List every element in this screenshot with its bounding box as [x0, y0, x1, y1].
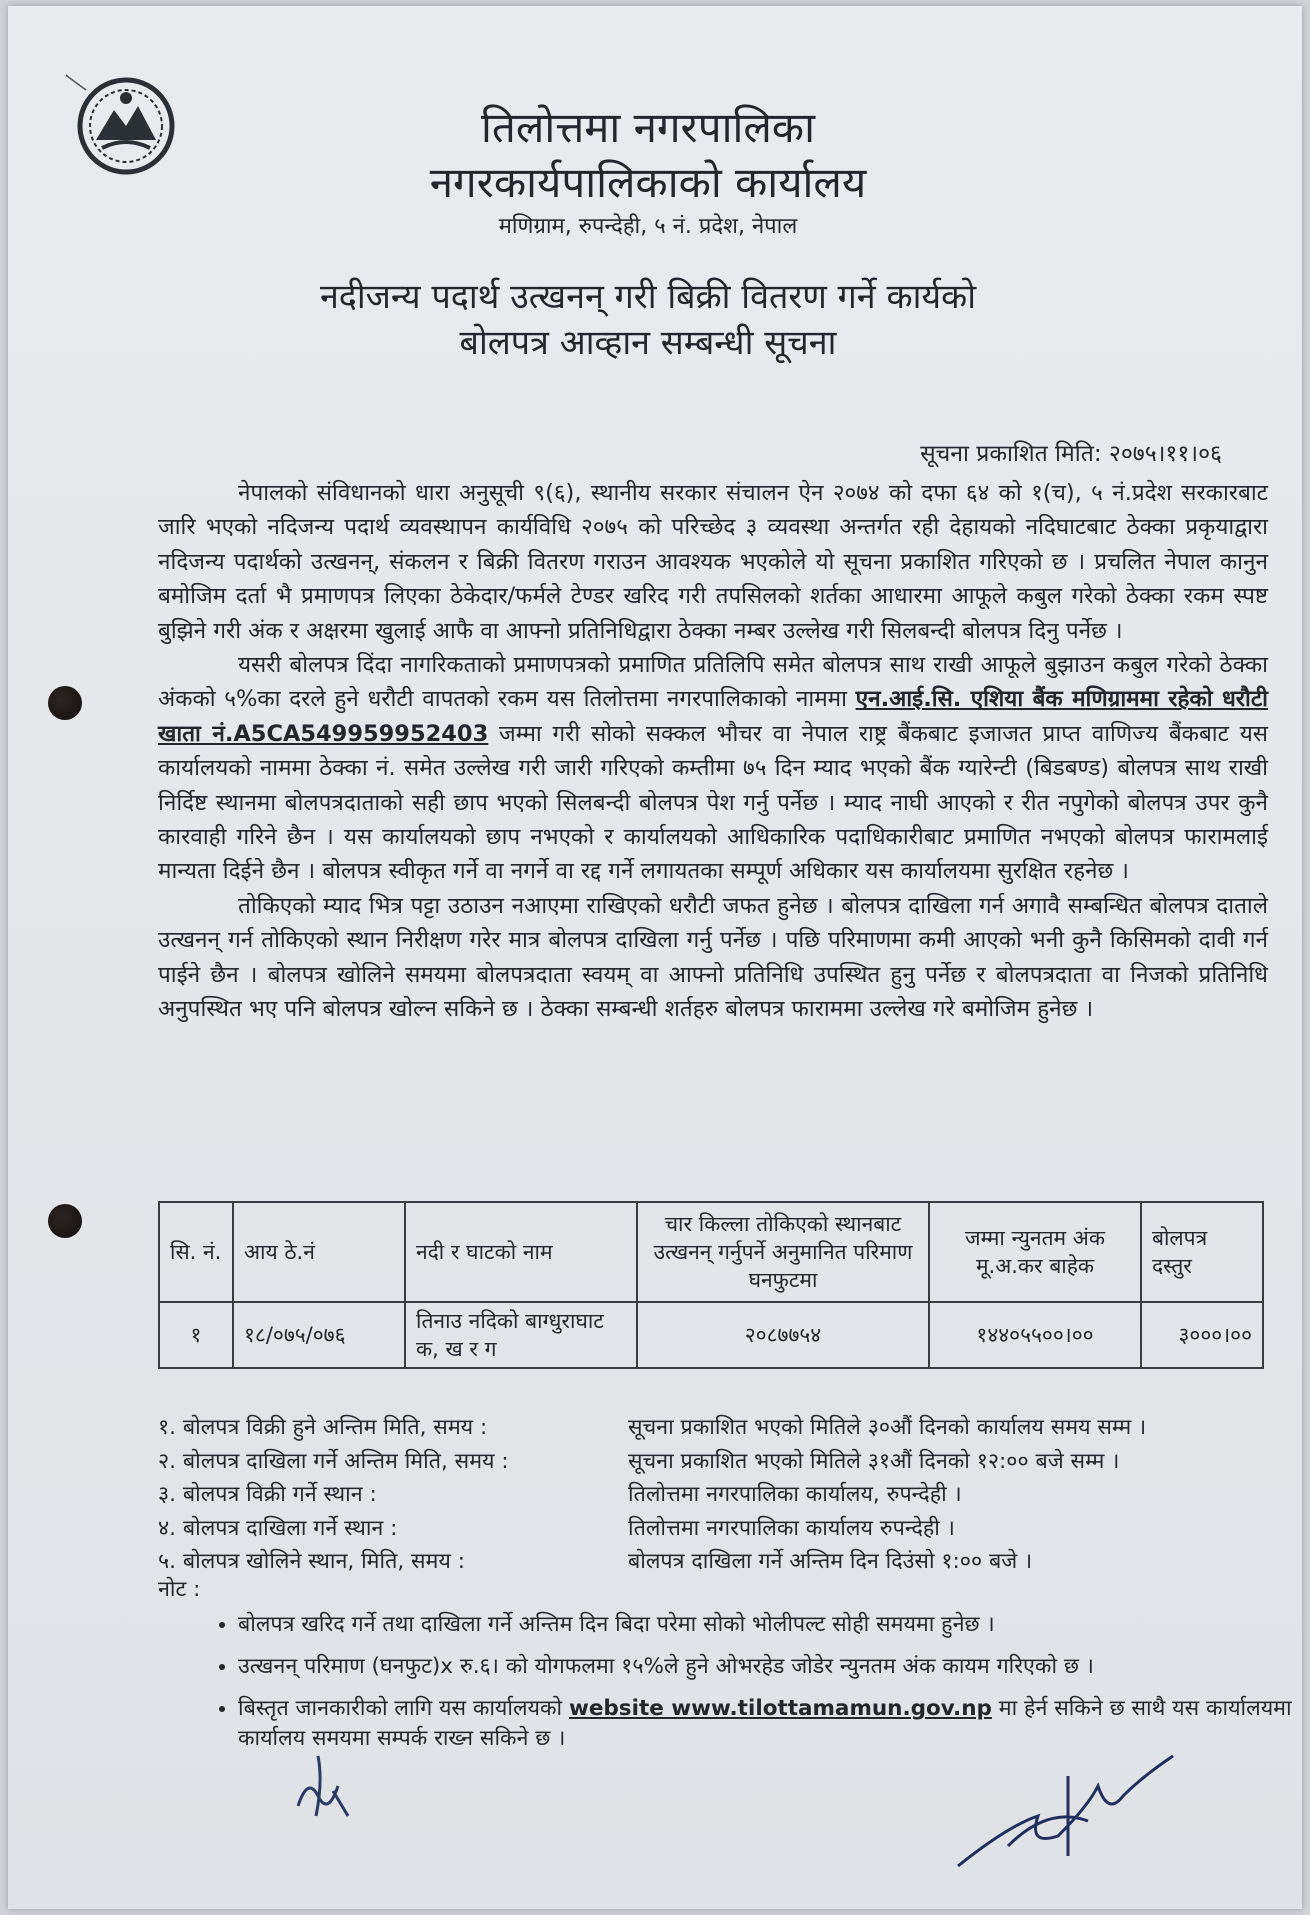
detail-label: ३. बोलपत्र विक्री गर्ने स्थान : [158, 1482, 377, 1507]
tender-details [158, 1412, 1268, 1580]
table-header-row [159, 1202, 1263, 1302]
paragraph: तोकिएको म्याद भित्र पट्टा उठाउन नआएमा राखिएको धरौटी जफत हुनेछ । बोलपत्र दाखिला गर्न अगावै सम्बन्धित बोलपत्र दाताले उत्खनन् गर्न तोकिएको स्थान निरीक्षण गरेर मात्र बोलपत्र दाखिला गर्नु पर्नेछ । पछि परिमाणमा कमी आएको भनी कुनै किसिमको दावी गर्न पाईने छैन । बोलपत्र खोलिने समयमा बोलपत्रदाता स्वयम् वा आफ्नो प्रतिनिधि उपस्थित हुनु पर्नेछ र बोलपत्रदाता वा निजको प्रतिनिधि अनुपस्थित भए पनि बोलपत्र खोल्न सकिने छ । ठेक्का सम्बन्धी शर्तहरु बोलपत्र फाराममा उल्लेख गरे बमोजिम हुनेछ । [158, 892, 1268, 1023]
detail-value: तिलोत्तमा नगरपालिका कार्यालय रुपन्देही । [628, 1515, 955, 1541]
org-name: तिलोत्तमा नगरपालिका [481, 103, 815, 152]
detail-row [158, 1446, 1268, 1480]
notice-sheet [8, 6, 1302, 1909]
paragraph: नेपालको संविधानको धारा अनुसूची ९(६), स्थानीय सरकार संचालन ऐन २०७४ को दफा ६४ को १(च), ५ नं.प्रदेश सरकारबाट जारि भएको नदिजन्य पदार्थ व्यवस्थापन कार्यविधि २०७५ को परिच्छेद ३ व्यवस्था अन्तर्गत रही देहायको नदिघाटबाट ठेक्का प्रकृयाद्वारा नदिजन्य पदार्थको उत्खनन्, संकलन र बिक्री वितरण गराउन आवश्यक भएकोले यो सूचना प्रकाशित गरिएको छ । प्रचलित नेपाल कानुन बमोजिम दर्ता भै प्रमाणपत्र लिएका ठेकेदार/फर्मले टेण्डर खरिद गरी तपसिलको शर्तका आधारमा आफूले कबुल गरेको ठेक्का रकम स्पष्ट बुझिने गरी अंक र अक्षरमा खुलाई आफै वा आफ्नो प्रतिनिधिद्वारा ठेक्का नम्बर उल्लेख गरी सिलबन्दी बोलपत्र दिनु पर्नेछ । [158, 480, 1268, 644]
paragraph [158, 648, 1268, 889]
cell-fee: ३०००।०० [1141, 1302, 1263, 1368]
table-row [159, 1302, 1263, 1368]
detail-row [158, 1546, 1268, 1580]
detail-value: तिलोत्तमा नगरपालिका कार्यालय, रुपन्देही । [628, 1482, 962, 1507]
tender-table [158, 1201, 1264, 1369]
office-name: नगरकार्यपालिकाको कार्यालय [429, 158, 867, 207]
cell-volume: २०८७७५४ [637, 1302, 929, 1368]
detail-row [158, 1412, 1268, 1446]
paragraph-text: यसरी बोलपत्र दिंदा नागरिकताको प्रमाणपत्रको प्रमाणित प्रतिलिपि समेत बोलपत्र साथ राखी आफूले बुझाउन कबुल गरेको ठेक्का अंकको ५%का दरले हुने धरौटी वापतको रकम यस तिलोत्तमा नगरपालिकाको नाममा [158, 652, 1268, 713]
detail-label: १. बोलपत्र विक्री हुने अन्तिम मिति, समय : [158, 1415, 488, 1440]
header-min-amount: जम्मा न्युनतम अंक मू.अ.कर बाहेक [929, 1202, 1141, 1302]
detail-value: सूचना प्रकाशित भएको मितिले ३१औं दिनको १२:०० बजे सम्म । [628, 1448, 1120, 1474]
published-date: सूचना प्रकाशित मिति: २०७५।११।०६ [920, 441, 1222, 467]
header-river: नदी र घाटको नाम [405, 1202, 637, 1302]
detail-label: ४. बोलपत्र दाखिला गर्ने स्थान : [158, 1515, 398, 1541]
header-code: आय ठे.नं [233, 1202, 405, 1302]
cell-code: १८/०७५/०७६ [233, 1302, 405, 1368]
office-address: मणिग्राम, रुपन्देही, ५ नं. प्रदेश, नेपाल [498, 214, 798, 239]
header-fee: बोलपत्र दस्तुर [1141, 1202, 1263, 1302]
punch-hole [48, 686, 82, 720]
deposit-account: एन.आई.सि. एशिया बैंक मणिग्राममा रहेको धरौटी खाता नं.A5CA549959952403 [158, 686, 1268, 747]
cell-sn: १ [159, 1302, 233, 1368]
header-volume: चार किल्ला तोकिएको स्थानबाट उत्खनन् गर्नुपर्ने अनुमानित परिमाण घनफुटमा [637, 1202, 929, 1302]
detail-value: बोलपत्र दाखिला गर्ने अन्तिम दिन दिउंसो १:०० बजे । [628, 1549, 1033, 1574]
note-label: नोट : [158, 1577, 201, 1602]
notice-subject: बोलपत्र आव्हान सम्बन्धी सूचना [459, 323, 837, 363]
detail-value: सूचना प्रकाशित भएको मितिले ३०औं दिनको कार्यालय समय सम्म । [628, 1415, 1147, 1440]
note-item: • बोलपत्र खरिद गर्ने तथा दाखिला गर्ने अन्तिम दिन बिदा परेमा सोको भोलीपल्ट सोही समयमा हुनेछ । [238, 1610, 1302, 1640]
notice-body [158, 476, 1268, 1027]
cell-river: तिनाउ नदिको बाग्धुराघाट क, ख र ग [405, 1302, 637, 1368]
note-text: बिस्तृत जानकारीको लागि यस कार्यालयको [238, 1696, 563, 1721]
municipality-emblem-icon [66, 70, 186, 180]
header-sn: सि. नं. [159, 1202, 233, 1302]
detail-row [158, 1479, 1268, 1513]
official-signature [948, 1746, 1178, 1886]
website-link[interactable]: website www.tilottamamun.gov.np [568, 1696, 992, 1721]
detail-label: ५. बोलपत्र खोलिने स्थान, मिति, समय : [158, 1549, 465, 1574]
initial-signature [288, 1736, 368, 1826]
detail-label: २. बोलपत्र दाखिला गर्ने अन्तिम मिति, समय : [158, 1448, 509, 1474]
punch-hole [48, 1204, 82, 1238]
note-item [238, 1694, 1302, 1754]
notice-subject: नदीजन्य पदार्थ उत्खनन् गरी बिक्री वितरण गर्ने कार्यको [319, 277, 977, 317]
paragraph-text: जम्मा गरी सोको सक्कल भौचर वा नेपाल राष्ट्र बैंकबाट इजाजत प्राप्त वाणिज्य बैंकबाट यस कार्यालयको नाममा ठेक्का नं. समेत उल्लेख गरी जारी गरिएको कम्तीमा ७५ दिन म्याद भएको बैंक ग्यारेन्टी (बिडबण्ड) बोलपत्र साथ राखी निर्दिष्ट स्थानमा बोलपत्रदाताको सही छाप भएको सिलबन्दी बोलपत्र पेश गर्नु पर्नेछ । म्याद नाघी आएको र रीत नपुगेको बोलपत्र उपर कुनै कारवाही गरिने छैन । यस कार्यालयको छाप नभएको र कार्यालयको आधिकारिक पदाधिकारीबाट प्रमाणित नभएको बोलपत्र फारामलाई मान्यता दिईने छैन । बोलपत्र स्वीकृत गर्ने वा नगर्ने वा रद्द गर्ने लगायतका सम्पूर्ण अधिकार यस कार्यालयमा सुरक्षित रहनेछ । [158, 720, 1269, 885]
note-text: मा हेर्न सकिने छ साथै यस कार्यालयमा कार्यालय समयमा सम्पर्क राख्न सकिने छ । [238, 1696, 1292, 1751]
cell-min-amount: १४४०५५००।०० [929, 1302, 1141, 1368]
note-item: • उत्खनन् परिमाण (घनफुट)x रु.६। को योगफलमा १५%ले हुने ओभरहेड जोडेर न्युनतम अंक कायम गरिएको छ । [238, 1652, 1302, 1682]
detail-row [158, 1513, 1268, 1547]
